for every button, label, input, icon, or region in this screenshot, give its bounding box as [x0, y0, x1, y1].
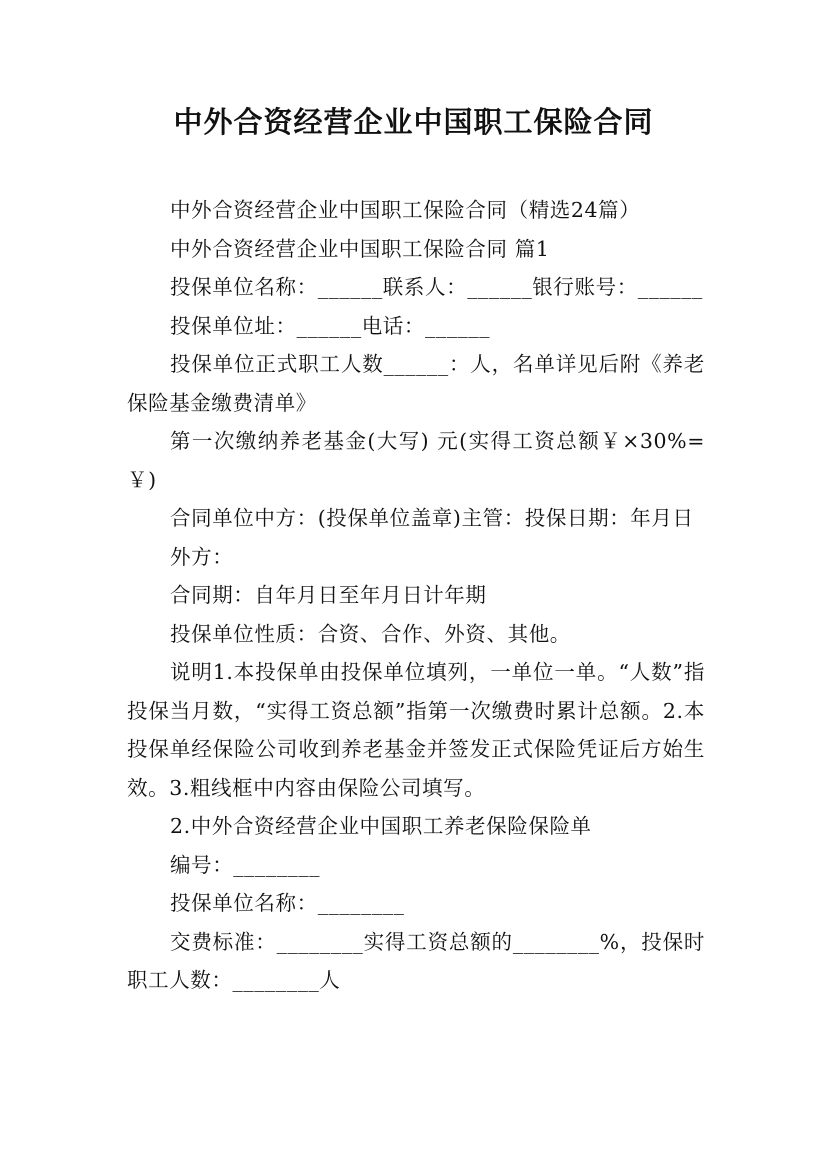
paragraph-applicant-nature: 投保单位性质：合资、合作、外资、其他。 — [170, 621, 571, 646]
paragraph-applicant-name: 投保单位名称：______联系人：______银行账号：______ — [170, 275, 703, 299]
paragraph-serial-number: 编号：________ — [170, 852, 321, 877]
paragraph-employee-count: 投保单位正式职工人数______：人，名单详见后附《养老保险基金缴费清单》 — [127, 352, 705, 415]
document-body — [127, 191, 705, 1000]
paragraph-section-heading: 中外合资经营企业中国职工保险合同 篇1 — [170, 236, 550, 261]
paragraph-notes: 说明1.本投保单由投保单位填列，一单位一单。“人数”指投保当月数，“实得工资总额”指第一次缴费时累计总额。2.本投保单经保险公司收到养老基金并签发正式保险凭证后方始生效。3.粗线框中内容由保险公司填写。 — [127, 660, 705, 800]
paragraph-policy-heading: 2.中外合资经营企业中国职工养老保险保险单 — [170, 814, 592, 838]
paragraph-subtitle: 中外合资经营企业中国职工保险合同（精选24篇） — [170, 198, 641, 222]
paragraph-chinese-party: 合同单位中方：(投保单位盖章)主管：投保日期：年月日 — [170, 506, 694, 530]
paragraph-payment-standard: 交费标准：________实得工资总额的________%，投保时职工人数：________人 — [127, 929, 705, 992]
document-title: 中外合资经营企业中国职工保险合同 — [173, 105, 654, 139]
paragraph-foreign-party: 外方： — [170, 544, 234, 569]
paragraph-first-payment: 第一次缴纳养老基金(大写) 元(实得工资总额￥×30%=￥) — [127, 429, 705, 492]
paragraph-applicant-address: 投保单位址：______电话：______ — [170, 313, 491, 338]
paragraph-contract-period: 合同期：自年月日至年月日计年期 — [170, 583, 487, 607]
paragraph-policy-applicant: 投保单位名称：________ — [170, 891, 405, 915]
